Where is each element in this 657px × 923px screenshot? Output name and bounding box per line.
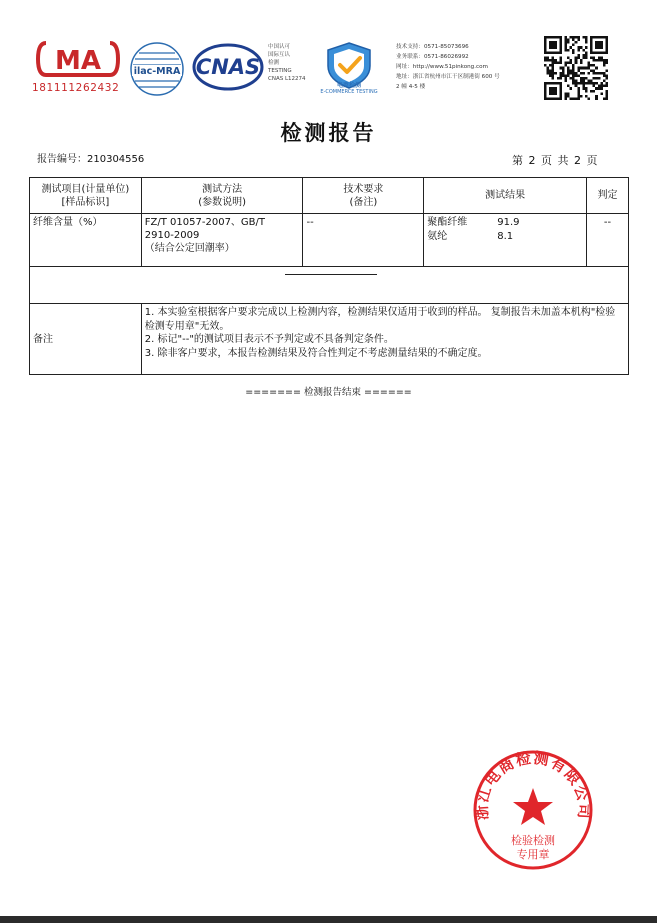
result-fiber-value: 91.9	[497, 217, 520, 228]
header-item-line2: [样品标识]	[61, 196, 110, 208]
header-item-line1: 测试项目(计量单位)	[41, 183, 130, 195]
accreditation-text	[268, 43, 306, 83]
svg-text:检验检测: 检验检测	[511, 834, 555, 847]
table-row	[30, 214, 629, 267]
notes-cell	[141, 304, 628, 375]
contact-line: 地址：浙江省杭州市江干区制港街 600 号	[396, 74, 500, 80]
contact-line: 网址：http://www.51pinkong.com	[396, 64, 488, 70]
header-requirement-line1: 技术要求	[343, 183, 384, 195]
cnas-logo-icon	[192, 43, 264, 91]
header-method-line2: (参数说明)	[198, 196, 247, 208]
ilac-mra-logo-icon	[129, 41, 185, 97]
report-end-mark: ======= 检测报告结束 ======	[245, 387, 412, 398]
method-line3: （结合公定回潮率）	[144, 243, 235, 254]
blank-row	[30, 267, 629, 304]
method-line1: FZ/T 01057-2007、GB/T	[144, 217, 266, 228]
cell-requirement: --	[303, 214, 424, 267]
ecommerce-label-en: E-COMMERCE TESTING	[320, 89, 378, 95]
ecommerce-label-cn: 电商检测	[336, 82, 361, 89]
cell-item: 纤维含量（%）	[30, 214, 142, 267]
contact-info	[396, 42, 536, 92]
notes-row	[30, 304, 629, 375]
header-item	[30, 178, 142, 214]
contact-line: 技术支持：0571-85073696	[396, 44, 469, 50]
cma-number: 181111262432	[32, 82, 120, 94]
note-item: 3. 除非客户要求，本报告检测结果及符合性判定不考虑测量结果的不确定度。	[144, 347, 488, 359]
document-title: 检测报告	[280, 120, 377, 145]
cell-judgement: --	[587, 214, 629, 267]
accred-line: 检测	[268, 60, 280, 66]
header-requirement-line2: (备注)	[349, 196, 378, 208]
header-judgement: 判定	[587, 178, 629, 214]
accred-line: TESTING	[268, 68, 292, 74]
contact-line: 2 幢 4-5 楼	[396, 84, 426, 90]
cma-mark-icon	[36, 40, 120, 78]
note-item: 2. 标记"--"的测试项目表示不予判定或不具备判定条件。	[144, 334, 394, 345]
results-table	[29, 177, 629, 375]
blank-divider	[285, 274, 377, 275]
cma-logo	[32, 40, 124, 98]
svg-text:ilac-MRA: ilac-MRA	[133, 66, 181, 77]
method-line2: 2910-2009	[144, 230, 200, 241]
header-method-line1: 测试方法	[202, 183, 243, 195]
header-result: 测试结果	[424, 178, 587, 214]
accred-line: 国际互认	[268, 52, 291, 58]
official-seal-icon	[471, 748, 595, 872]
table-header-row	[30, 178, 629, 214]
header-method	[141, 178, 303, 214]
header-requirement	[303, 178, 424, 214]
note-item: 1. 本实验室根据客户要求完成以上检测内容，检测结果仅适用于收到的样品。 复制报告未加盖本机构"检验检测专用章"无效。	[144, 307, 616, 332]
notes-label: 备注	[30, 304, 142, 375]
blank-cell	[30, 267, 629, 304]
svg-text:MA: MA	[55, 46, 101, 76]
svg-text:专用章: 专用章	[516, 848, 550, 861]
cell-result	[424, 214, 587, 267]
accred-line: 中国认可	[268, 44, 291, 50]
svg-text:浙江电商检测有限公司: 浙江电商检测有限公司	[472, 748, 594, 821]
result-fiber-value: 8.1	[497, 231, 514, 242]
contact-line: 业务联系：0571-86026992	[396, 54, 469, 60]
page-info: 第 2 页 共 2 页	[512, 154, 599, 167]
svg-text:CNAS: CNAS	[195, 55, 261, 79]
result-fiber-name: 氨纶	[427, 231, 448, 242]
cell-method	[141, 214, 303, 267]
accred-line: CNAS L12274	[268, 76, 306, 82]
ecommerce-label	[314, 83, 384, 95]
bottom-bar	[0, 916, 657, 923]
result-fiber-name: 聚酯纤维	[427, 217, 468, 228]
report-number: 报告编号：210304556	[37, 154, 145, 165]
qr-code-icon	[544, 36, 608, 100]
